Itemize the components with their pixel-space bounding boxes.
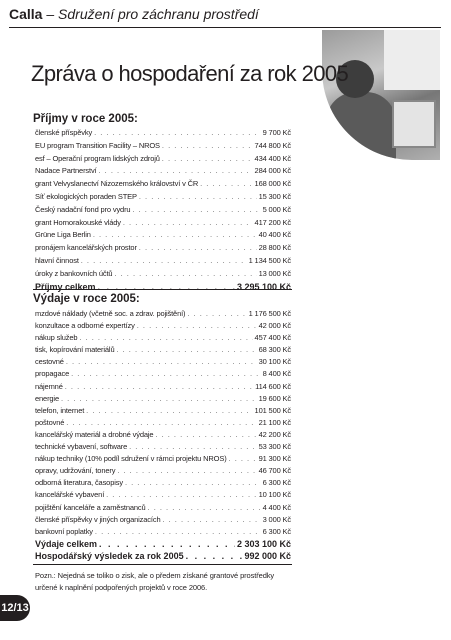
header-separator: – — [42, 6, 59, 22]
section-divider — [33, 564, 292, 565]
expense-row: nákup techniky (10% podíl sdružení v rámci projektu NROS) . . . 91 300 Kč — [35, 454, 291, 466]
expense-row: pojištění kanceláře a zaměstnanců . . . 4 400 Kč — [35, 503, 291, 515]
income-row: Nadace Partnerství . . . 284 000 Kč — [35, 166, 291, 179]
expense-row: technické vybavení, software . . . 53 300 Kč — [35, 442, 291, 454]
expense-row: telefon, internet . . . 101 500 Kč — [35, 406, 291, 418]
expense-row: bankovní poplatky . . . 6 300 Kč — [35, 527, 291, 539]
photo-person-body — [326, 92, 396, 160]
income-list — [35, 128, 291, 295]
income-row: členské příspěvky . . . 9 700 Kč — [35, 128, 291, 141]
expense-row: energie . . . 19 600 Kč — [35, 394, 291, 406]
office-photo — [322, 30, 440, 160]
photo-monitor — [392, 100, 436, 148]
footnote: Pozn.: Nejedná se toliko o zisk, ale o předem získané grantové prostředky určené k naplnění podpořených projektů v roce 2006. — [35, 571, 275, 592]
expense-row: nájemné . . . 114 600 Kč — [35, 382, 291, 394]
expenses-total: Výdaje celkem . . . 2 303 100 Kč — [35, 539, 291, 552]
expense-row: konzultace a odborné expertízy . . . 42 000 Kč — [35, 321, 291, 333]
income-row: Grüne Liga Berlin . . . 40 400 Kč — [35, 230, 291, 243]
expenses-list — [35, 309, 291, 564]
expense-row: cestovné . . . 30 100 Kč — [35, 357, 291, 369]
photo-window — [384, 30, 440, 90]
expense-row: odborná literatura, časopisy . . . 6 300 Kč — [35, 478, 291, 490]
income-row: pronájem kancelářských prostor . . . 28 800 Kč — [35, 243, 291, 256]
expense-row: kancelářské vybavení . . . 10 100 Kč — [35, 490, 291, 502]
income-row: EU program Transition Facility – NROS . . . 744 800 Kč — [35, 141, 291, 154]
header-subtitle: Sdružení pro záchranu prostředí — [58, 6, 259, 22]
page-number: 12/13 — [0, 595, 30, 621]
income-row: úroky z bankovních účtů . . . 13 000 Kč — [35, 269, 291, 282]
brand-name: Calla — [9, 6, 43, 22]
page-header — [9, 4, 441, 28]
expense-row: kancelářský materiál a drobné výdaje . . . 42 200 Kč — [35, 430, 291, 442]
income-row: grant Velvyslanectví Nizozemského království v ČR . . . 168 000 Kč — [35, 179, 291, 192]
income-heading: Příjmy v roce 2005: — [33, 113, 138, 125]
section-divider — [33, 289, 292, 290]
expense-row: členské příspěvky v jiných organizacích . . . 3 000 Kč — [35, 515, 291, 527]
expense-row: tisk, kopírování materiálů . . . 68 300 Kč — [35, 345, 291, 357]
page-title: Zpráva o hospodaření za rok 2005 — [31, 61, 349, 86]
income-row: hlavní činnost . . . 1 134 500 Kč — [35, 256, 291, 269]
expense-row: mzdové náklady (včetně soc. a zdrav. pojištění) . . . 1 176 500 Kč — [35, 309, 291, 321]
economic-result: Hospodářský výsledek za rok 2005 . . . 992 000 Kč — [35, 551, 291, 564]
expenses-heading: Výdaje v roce 2005: — [33, 293, 140, 305]
income-row: esf – Operační program lidských zdrojů . . . 434 400 Kč — [35, 154, 291, 167]
income-row: grant Hornorakouské vlády . . . 417 200 Kč — [35, 218, 291, 231]
expense-row: opravy, udržování, tonery . . . 46 700 Kč — [35, 466, 291, 478]
expense-row: nákup služeb . . . 457 400 Kč — [35, 333, 291, 345]
income-total: Příjmy celkem . . . 3 295 100 Kč — [35, 282, 291, 295]
income-row: Český nadační fond pro vydru . . . 5 000 Kč — [35, 205, 291, 218]
income-row: Síť ekologických poraden STEP . . . 15 300 Kč — [35, 192, 291, 205]
expense-row: poštovné . . . 21 100 Kč — [35, 418, 291, 430]
expense-row: propagace . . . 8 400 Kč — [35, 369, 291, 381]
